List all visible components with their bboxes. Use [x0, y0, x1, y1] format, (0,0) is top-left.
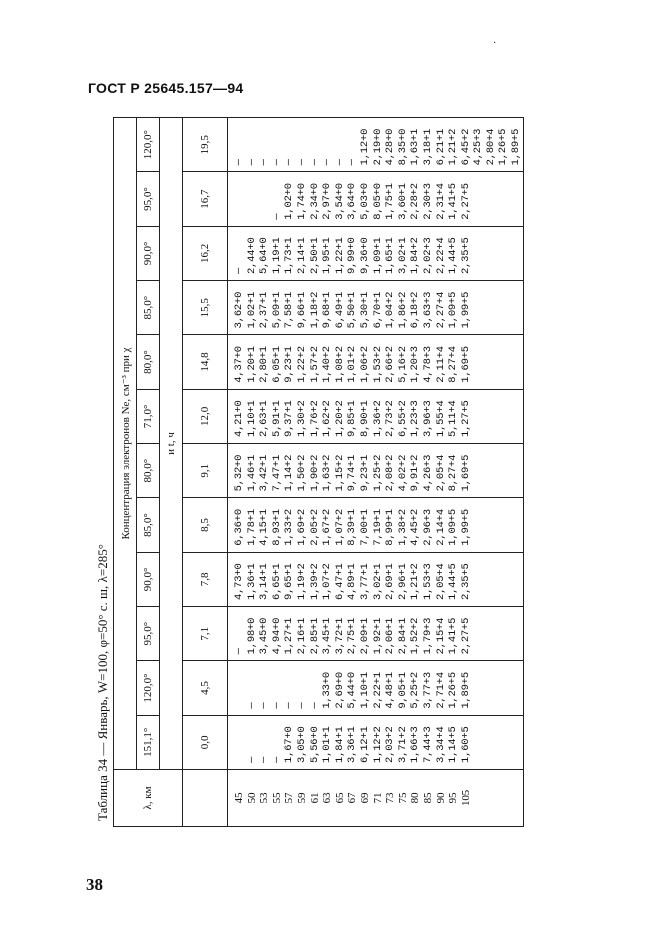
chi-header-1: 120,0°: [137, 661, 160, 715]
t-header-8: 15,5: [183, 281, 228, 335]
t-header-2: 7,1: [183, 607, 228, 661]
column-values-11: — — — — — — — — — — 1,12+0 2,19+0 4,28+0 8,35+0 1,63+1 3,18+1 6,21+1 1,21+2 6,45+2 4,25+3 2,80+4 1,26+5 1,89+5: [228, 118, 524, 172]
concentration-header: Концентрация электронов Ne, см⁻³ при χ: [114, 118, 137, 770]
chi-header-8: 85,0°: [137, 281, 160, 335]
chi-header-9: 90,0°: [137, 226, 160, 280]
t-row: [183, 118, 228, 827]
chi-header-11: 120,0°: [137, 118, 160, 172]
electron-concentration-table: [113, 117, 524, 827]
column-values-4: 6,36+0 1,78+1 4,15+1 8,93+1 1,33+2 1,69+2 2,05+2 1,67+2 1,07+2 8,39+1 7,00+1 7,19+1 8,99+1 1,38+2 4,45+2 2,96+3 2,14+4 1,09+5 1,99+5: [228, 498, 524, 552]
stray-mark: ·: [493, 38, 497, 49]
document-header: ГОСТ Р 25645.157—94: [88, 80, 244, 96]
chi-header-4: 85,0°: [137, 498, 160, 552]
column-values-9: — 2,44+0 5,64+0 1,19+1 1,73+1 2,14+1 2,50+1 1,95+1 1,22+1 9,99+0 9,36+0 1,09+1 1,65+1 3,02+1 1,84+2 2,02+3 2,22+4 1,44+5 2,35+5: [228, 226, 524, 280]
chi-header-7: 80,0°: [137, 335, 160, 389]
t-header-1: 4,5: [183, 661, 228, 715]
t-header-7: 14,8: [183, 335, 228, 389]
data-row: [228, 118, 524, 827]
time-header: и t, ч: [160, 118, 183, 770]
t-row-spacer: [183, 770, 228, 827]
table-caption: Таблица 34 — Январь, W=100, φ=50° с. ш, λ=285°: [95, 544, 110, 821]
t-header-5: 9,1: [183, 444, 228, 498]
column-values-7: 4,37+0 1,20+1 2,80+1 6,05+1 9,23+1 1,22+2 1,57+2 1,40+2 1,08+2 1,01+2 1,06+2 1,53+2 2,66+2 5,16+2 1,20+3 4,78+3 2,11+4 8,27+4 1,69+5: [228, 335, 524, 389]
t-header-11: 19,5: [183, 118, 228, 172]
column-values-2: — 1,98+0 3,45+0 4,94+0 1,27+1 2,16+1 2,85+1 3,45+1 3,72+1 2,75+1 2,09+1 1,92+1 2,06+1 2,84+1 1,52+2 1,79+3 2,15+4 1,41+5 2,27+5: [228, 607, 524, 661]
column-values-3: 4,73+0 1,36+1 3,14+1 6,65+1 9,65+1 1,19+2 1,39+2 1,07+2 6,47+1 4,89+1 3,77+1 3,02+1 2,69+1 2,96+1 1,21+2 1,53+3 2,05+4 1,44+5 2,35+5: [228, 552, 524, 606]
rotated-table-block: [93, 117, 538, 827]
column-values-10: — 1,02+0 1,74+0 2,34+0 2,97+0 3,54+0 3,64+0 5,03+0 8,05+0 1,75+1 3,60+1 2,28+2 2,30+3 2,31+4 1,41+5 2,27+5: [228, 172, 524, 226]
chi-header-5: 80,0°: [137, 444, 160, 498]
chi-header-6: 71,0°: [137, 389, 160, 443]
lambda-header: λ, км: [114, 770, 183, 827]
column-values-5: 5,32+0 1,46+1 3,42+1 7,47+1 1,14+2 1,50+2 1,90+2 1,63+2 1,15+2 9,74+1 9,23+1 1,25+2 2,08+2 4,02+2 9,91+2 4,26+3 2,05+4 8,27+4 1,69+5: [228, 444, 524, 498]
t-header-9: 16,2: [183, 226, 228, 280]
chi-header-2: 95,0°: [137, 607, 160, 661]
t-header-6: 12,0: [183, 389, 228, 443]
column-values-0: — — — 1,67+0 3,05+0 5,56+0 1,01+1 1,84+1 3,36+1 6,12+1 1,12+2 2,03+2 3,71+2 1,66+3 7,44+3 3,34+4 1,14+5 1,60+5: [228, 715, 524, 769]
chi-header-0: 151,1°: [137, 715, 160, 769]
lambda-values: 45 50 53 55 57 59 61 63 65 67 69 71 73 75 80 85 90 95 105: [228, 770, 524, 827]
t-header-3: 7,8: [183, 552, 228, 606]
column-values-1: — — — — — — 1,33+0 2,69+0 5,44+0 1,10+1 2,22+1 4,48+1 9,05+1 5,25+2 3,77+3 2,71+4 1,26+5 1,89+5: [228, 661, 524, 715]
t-header-0: 0,0: [183, 715, 228, 769]
chi-row: [137, 118, 160, 827]
t-header-4: 8,5: [183, 498, 228, 552]
t-header-10: 16,7: [183, 172, 228, 226]
column-values-8: 3,62+0 1,02+1 2,37+1 5,09+1 7,58+1 9,66+1 1,18+2 9,68+1 6,49+1 5,50+1 5,30+1 6,70+1 1,04+2 1,86+2 6,18+2 3,63+3 2,27+4 1,09+5 1,99+5: [228, 281, 524, 335]
chi-header-10: 95,0°: [137, 172, 160, 226]
page-number: 38: [86, 875, 103, 894]
chi-header-3: 90,0°: [137, 552, 160, 606]
column-values-6: 4,21+0 1,10+1 2,63+1 5,91+1 9,37+1 1,30+2 1,76+2 1,62+2 1,20+2 9,85+1 8,90+1 1,36+2 2,73+2 6,55+2 1,23+3 3,96+3 1,55+4 5,11+4 1,27+5: [228, 389, 524, 443]
